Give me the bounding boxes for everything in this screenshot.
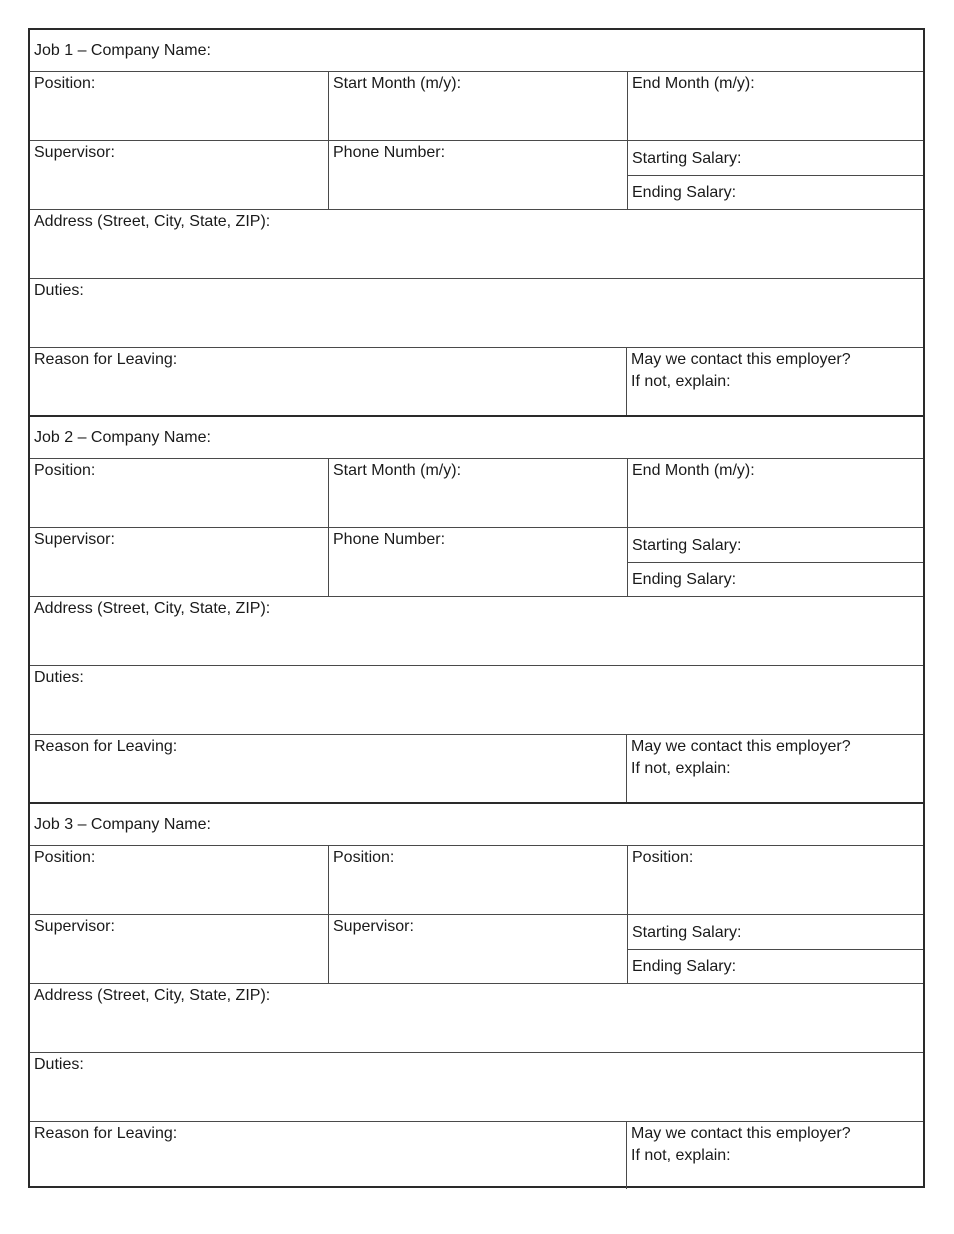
company-name-label: Job 2 – Company Name:	[34, 429, 211, 446]
job-1-reason-field[interactable]	[30, 348, 626, 415]
explain-label: If not, explain:	[631, 373, 731, 390]
job-3-contact-field[interactable]	[626, 1122, 923, 1189]
employment-history-form	[28, 28, 925, 1188]
contact-employer-label: May we contact this employer?	[631, 351, 851, 368]
explain-label: If not, explain:	[631, 1147, 731, 1164]
job-3-address-row	[30, 983, 923, 1052]
ending-salary-label: Ending Salary:	[632, 958, 737, 975]
job-2-end-month-field[interactable]	[627, 459, 923, 527]
job-2-section	[30, 415, 923, 802]
job-1-company-row	[30, 30, 923, 71]
job-1-ending-salary-field[interactable]	[628, 175, 923, 209]
ending-salary-label: Ending Salary:	[632, 184, 737, 201]
job-2-supervisor-row	[30, 527, 923, 596]
job-3-reason-field[interactable]	[30, 1122, 626, 1189]
job-2-duties-row	[30, 665, 923, 734]
end-month-label: End Month (m/y):	[632, 462, 755, 479]
job-3-company-row	[30, 804, 923, 845]
contact-employer-label: May we contact this employer?	[631, 738, 851, 755]
job-1-contact-field[interactable]	[626, 348, 923, 415]
starting-salary-label: Starting Salary:	[632, 149, 742, 167]
job-1-position-field[interactable]	[30, 72, 328, 140]
job-1-supervisor-field[interactable]	[30, 141, 328, 209]
job-3-position-row	[30, 845, 923, 914]
job-2-supervisor-field[interactable]	[30, 528, 328, 596]
reason-for-leaving-label: Reason for Leaving:	[34, 738, 178, 755]
phone-number-label: Phone Number:	[333, 144, 446, 161]
position-label: Position:	[34, 75, 96, 92]
job-2-reason-field[interactable]	[30, 735, 626, 802]
job-3-ending-salary-field[interactable]	[628, 949, 923, 983]
job-3-reason-row	[30, 1121, 923, 1189]
job-2-duties-field[interactable]	[30, 666, 923, 734]
job-1-duties-field[interactable]	[30, 279, 923, 347]
job-1-reason-row	[30, 347, 923, 415]
starting-salary-label: Starting Salary:	[632, 536, 742, 554]
starting-salary-label: Starting Salary:	[632, 923, 742, 941]
job-3-company-name-field[interactable]	[30, 804, 923, 845]
address-label: Address (Street, City, State, ZIP):	[34, 213, 271, 230]
job-1-starting-salary-field[interactable]	[628, 141, 923, 175]
job-1-address-row	[30, 209, 923, 278]
position-label: Position:	[34, 462, 96, 479]
address-label: Address (Street, City, State, ZIP):	[34, 600, 271, 617]
job-1-phone-field[interactable]	[328, 141, 627, 209]
job-1-start-month-field[interactable]	[328, 72, 627, 140]
start-month-label: Position:	[333, 849, 395, 866]
job-3-section	[30, 802, 923, 1189]
job-2-position-field[interactable]	[30, 459, 328, 527]
contact-employer-label: May we contact this employer?	[631, 1125, 851, 1142]
job-2-company-row	[30, 417, 923, 458]
job-1-address-field[interactable]	[30, 210, 923, 278]
job-3-supervisor-field[interactable]	[30, 915, 328, 983]
company-name-label: Job 3 – Company Name:	[34, 816, 211, 833]
supervisor-label: Supervisor:	[34, 918, 115, 935]
job-2-ending-salary-field[interactable]	[628, 562, 923, 596]
job-1-end-month-field[interactable]	[627, 72, 923, 140]
job-3-supervisor-row	[30, 914, 923, 983]
reason-for-leaving-label: Reason for Leaving:	[34, 351, 178, 368]
job-3-address-field[interactable]	[30, 984, 923, 1052]
job-1-duties-row	[30, 278, 923, 347]
job-2-position-row	[30, 458, 923, 527]
job-3-start-month-field[interactable]	[328, 846, 627, 914]
supervisor-label: Supervisor:	[34, 144, 115, 161]
company-name-label: Job 1 – Company Name:	[34, 42, 211, 59]
job-2-company-name-field[interactable]	[30, 417, 923, 458]
duties-label: Duties:	[34, 1056, 84, 1073]
job-2-start-month-field[interactable]	[328, 459, 627, 527]
end-month-label: Position:	[632, 849, 694, 866]
duties-label: Duties:	[34, 282, 84, 299]
job-3-duties-row	[30, 1052, 923, 1121]
job-1-company-name-field[interactable]	[30, 30, 923, 71]
job-3-end-month-field[interactable]	[627, 846, 923, 914]
job-2-phone-field[interactable]	[328, 528, 627, 596]
job-2-address-field[interactable]	[30, 597, 923, 665]
job-2-address-row	[30, 596, 923, 665]
job-1-position-row	[30, 71, 923, 140]
job-1-salary-group	[627, 141, 923, 209]
supervisor-label: Supervisor:	[34, 531, 115, 548]
duties-label: Duties:	[34, 669, 84, 686]
address-label: Address (Street, City, State, ZIP):	[34, 987, 271, 1004]
job-2-reason-row	[30, 734, 923, 802]
job-2-starting-salary-field[interactable]	[628, 528, 923, 562]
position-label: Position:	[34, 849, 96, 866]
job-1-supervisor-row	[30, 140, 923, 209]
start-month-label: Start Month (m/y):	[333, 462, 462, 479]
job-3-phone-field[interactable]	[328, 915, 627, 983]
explain-label: If not, explain:	[631, 760, 731, 777]
job-3-duties-field[interactable]	[30, 1053, 923, 1121]
reason-for-leaving-label: Reason for Leaving:	[34, 1125, 178, 1142]
job-1-section	[30, 30, 923, 415]
end-month-label: End Month (m/y):	[632, 75, 755, 92]
ending-salary-label: Ending Salary:	[632, 571, 737, 588]
job-3-salary-group	[627, 915, 923, 983]
job-3-starting-salary-field[interactable]	[628, 915, 923, 949]
job-2-salary-group	[627, 528, 923, 596]
job-2-contact-field[interactable]	[626, 735, 923, 802]
start-month-label: Start Month (m/y):	[333, 75, 462, 92]
phone-number-label: Supervisor:	[333, 918, 414, 935]
job-3-position-field[interactable]	[30, 846, 328, 914]
phone-number-label: Phone Number:	[333, 531, 446, 548]
